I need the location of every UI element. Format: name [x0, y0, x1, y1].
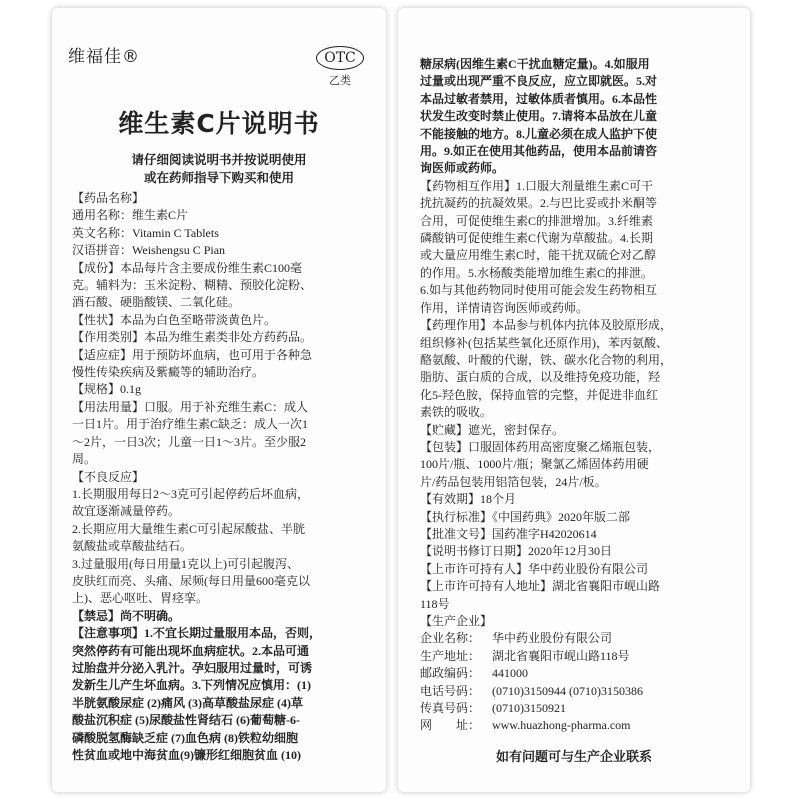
- leaflet-bold-line: 突然停药有可能出现坏血病症状。2.本品可通: [72, 643, 310, 658]
- leaflet-line: 通用名称：维生素C片: [72, 208, 189, 223]
- leaflet-line: 【包装】口服固体药用高密度聚乙烯瓶包装，: [420, 439, 661, 454]
- otc-category: 乙类: [329, 74, 351, 87]
- leaflet-line: 扰抗凝药的抗凝效果。2.与巴比妥或扑米酮等: [420, 196, 658, 211]
- leaflet-line: 脂肪、蛋白质的合成，以及维持免疫功能，羟: [420, 370, 661, 385]
- leaflet-bold-line: 询医师或药师。: [420, 161, 505, 176]
- leaflet-bold-line: 本品过敏者禁用，过敏体质者慎用。6.本品性: [420, 91, 658, 106]
- left-bold-lines: [72, 608, 374, 765]
- leaflet-line: 一日1片。用于治疗维生素C缺乏：成人一次1: [72, 417, 309, 432]
- brand-logo: 维福佳®: [68, 47, 140, 67]
- leaflet-line: 英文名称：Vitamin C Tablets: [72, 225, 219, 240]
- leaflet-line: 作用，详情请咨询医师或药师。: [420, 300, 589, 315]
- left-leaflet-panel: [52, 8, 386, 792]
- leaflet-line: 【执行标准】《中国药典》2020年版二部: [420, 509, 631, 524]
- leaflet-bold-line: 【注意事项】1.不宜长期过量服用本品，否则，: [72, 626, 322, 641]
- leaflet-bold-line: 不能接触的地方。8.儿童必须在成人监护下使: [420, 126, 658, 141]
- leaflet-line: 素铁的吸收。: [420, 405, 493, 420]
- leaflet-bold-line: 酸盐沉积症 (5)尿酸盐性肾结石 (6)葡萄糖-6-: [72, 713, 300, 728]
- leaflet-line: 3.过量服用(每日用量1克以上)可引起腹泻、: [72, 556, 299, 571]
- notice-line-2: 或在药师指导下购买和使用: [143, 170, 294, 185]
- leaflet-bold-line: 【禁忌】尚不明确。: [72, 608, 181, 623]
- leaflet-line: 汉语拼音：Weishengsu C Pian: [72, 243, 226, 258]
- leaflet-line: 皮肤红而亮、头痛、尿频(每日用量600毫克以: [72, 573, 310, 588]
- leaflet-bold-line: 过量或出现严重不良反应，应立即就医。5.对: [420, 74, 658, 89]
- leaflet-line: 故宜逐渐减量停药。: [72, 504, 181, 519]
- leaflet-line: 磷酸钠可促使维生素C代谢为草酸盐。4.长期: [420, 231, 654, 246]
- company-info-row: [420, 630, 738, 647]
- leaflet-line: 【用法用量】口服。用于补充维生素C：成人: [72, 399, 309, 414]
- otc-badge: [312, 46, 368, 88]
- leaflet-bold-line: 发新生儿产生坏血病。3.下列情况应慎用：(1): [72, 678, 311, 693]
- leaflet-line: 周。: [72, 452, 97, 467]
- company-info-row: [420, 665, 738, 682]
- leaflet-line: 或大量应用维生素C时，能干扰双硫仑对乙醇: [420, 248, 657, 263]
- right-bold-lines: [420, 56, 738, 178]
- leaflet-line: 【生产企业】: [420, 614, 493, 628]
- company-info-row: [420, 717, 738, 734]
- company-info-key: 邮政编码：: [420, 666, 481, 681]
- company-info-value: 湖北省襄阳市岘山路118号: [492, 648, 630, 663]
- leaflet-line: 1.长期服用每日2～3克可引起停药后坏血病，: [72, 486, 310, 501]
- leaflet-line: 【有效期】18个月: [420, 492, 517, 507]
- leaflet-line: 酪氨酸、叶酸的代谢，铁、碳水化合物的利用，: [420, 352, 673, 367]
- leaflet-line: 100片/瓶、1000片/瓶；聚氯乙烯固体药用硬: [420, 457, 649, 472]
- contact-footer: 如有问题可与生产企业联系: [495, 750, 652, 765]
- company-info-row: [420, 700, 738, 717]
- leaflet-bold-line: 用。9.如正在使用其他药品，使用本品前请咨: [420, 144, 658, 159]
- company-info-value: (0710)3150944 (0710)3150386: [492, 683, 643, 698]
- company-info-row: [420, 683, 738, 700]
- leaflet-line: 化5-羟色胺，保持血管的完整，并促进非血红: [420, 387, 658, 402]
- company-info-value: www.huazhong-pharma.com: [492, 718, 631, 733]
- left-body: [72, 190, 374, 764]
- notice-line-1: 请仔细阅读说明书并按说明使用: [131, 152, 307, 167]
- left-text-lines: [72, 190, 374, 608]
- leaflet-line: 酒石酸、硬脂酸镁、二氧化硅。: [72, 295, 241, 310]
- leaflet-line: ～2片，一日3次；儿童一日1～3片。至少服2: [72, 434, 307, 449]
- company-info-key: 传真号码：: [420, 701, 481, 716]
- leaflet-bold-line: 性贫血或地中海贫血(9)镰形红细胞贫血 (10): [72, 748, 301, 762]
- leaflet-line: 6.如与其他药物同时使用可能会发生药物相互: [420, 283, 658, 298]
- leaflet-line: 慢性传染疾病及紫癜等的辅助治疗。: [72, 365, 265, 380]
- leaflet-line: 【药理作用】本品参与机体内抗体及胶原形成，: [420, 318, 673, 333]
- right-body: [420, 56, 738, 735]
- leaflet-line: 【上市许可持有人】华中药业股份有限公司: [420, 561, 649, 576]
- leaflet-line: 克。辅料为：玉米淀粉、糊精、预胶化淀粉、: [72, 278, 313, 293]
- leaflet-line: 【药物相互作用】1.口服大剂量维生素C可干: [420, 178, 654, 193]
- leaflet-line: 上)、恶心呕吐、胃痉挛。: [72, 591, 208, 606]
- otc-mark: OTC: [316, 46, 364, 70]
- company-info-key: 生产地址：: [420, 648, 481, 663]
- leaflet-line: 片/药品包装用铝箔包装，24片/板。: [420, 474, 607, 489]
- right-leaflet-panel: [398, 8, 750, 792]
- manufacturer-info: [420, 630, 738, 734]
- company-info-key: 网 址：: [420, 718, 481, 733]
- leaflet-bold-line: 状发生改变时禁止使用。7.请将本品放在儿童: [420, 109, 658, 124]
- leaflet-line: 合用，可促使维生素C的排泄增加。3.纤维素: [420, 213, 654, 228]
- leaflet-title: 维生素C片说明书: [118, 109, 320, 138]
- leaflet-line: 的作用。5.水杨酸类能增加维生素C的排泄。: [420, 265, 654, 280]
- leaflet-bold-line: 糖尿病(因维生素C干扰血糖定量)。4.如服用: [420, 57, 650, 71]
- leaflet-bold-line: 过胎盘并分泌入乳汁。孕妇服用过量时，可诱: [72, 660, 313, 675]
- company-info-value: 441000: [492, 666, 528, 681]
- leaflet-line: 【作用类别】本品为维生素类非处方药药品。: [72, 330, 313, 345]
- leaflet-line: 【说明书修订日期】2020年12月30日: [420, 544, 613, 559]
- company-info-key: 电话号码：: [420, 683, 481, 698]
- leaflet-line: 118号: [420, 596, 450, 611]
- leaflet-line: 【药品名称】: [72, 191, 145, 205]
- right-text-lines: [420, 178, 738, 631]
- leaflet-line: 2.长期应用大量维生素C可引起尿酸盐、半胱: [72, 521, 306, 536]
- company-info-row: [420, 648, 738, 665]
- leaflet-bold-line: 磷酸脱氢酶缺乏症 (7)血色病 (8)铁粒幼细胞: [72, 730, 298, 745]
- company-info-value: 华中药业股份有限公司: [492, 631, 613, 646]
- leaflet-bold-line: 半胱氨酸尿症 (2)痛风 (3)高草酸盐尿症 (4)草: [72, 695, 303, 710]
- leaflet-line: 【性状】本品为白色至略带淡黄色片。: [72, 312, 277, 327]
- leaflet-line: 【成份】本品每片含主要成份维生素C100毫: [72, 260, 303, 275]
- company-info-value: (0710)3150921: [492, 701, 566, 716]
- company-info-key: 企业名称：: [420, 631, 481, 646]
- leaflet-line: 氨酸盐或草酸盐结石。: [72, 539, 193, 554]
- leaflet-line: 【规格】0.1g: [72, 382, 142, 397]
- leaflet-line: 【不良反应】: [72, 469, 145, 484]
- leaflet-line: 【适应症】用于预防坏血病，也可用于各种急: [72, 347, 313, 362]
- leaflet-line: 【贮藏】遮光，密封保存。: [420, 422, 565, 437]
- leaflet-line: 【上市许可持有人地址】湖北省襄阳市岘山路: [420, 579, 661, 594]
- leaflet-line: 组织修补(包括某些氧化还原作用)，苯丙氨酸、: [420, 335, 668, 350]
- leaflet-line: 【批准文号】国药准字H42020614: [420, 526, 597, 541]
